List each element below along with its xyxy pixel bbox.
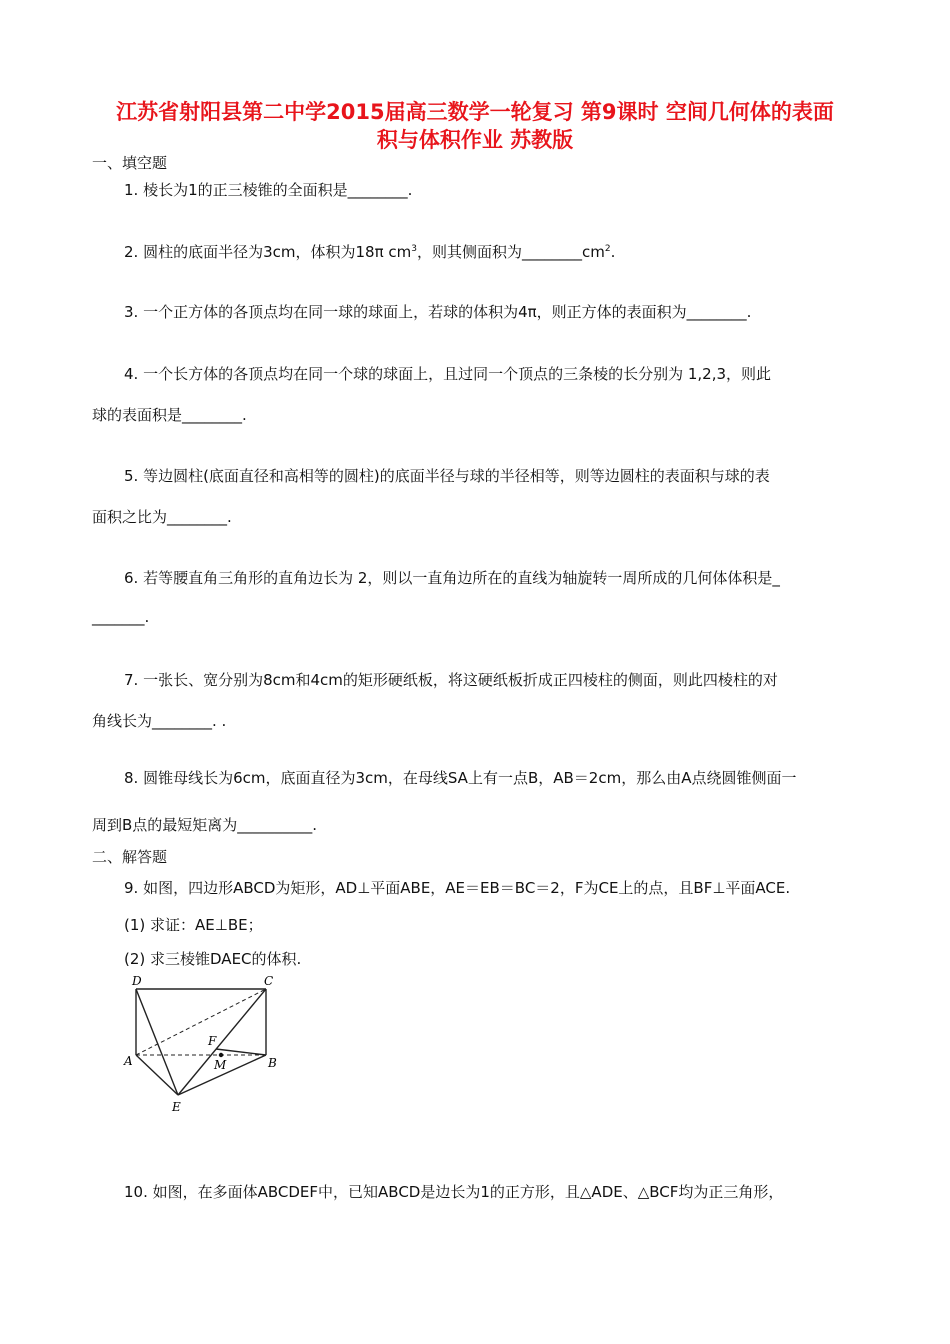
question-2-sup-2: 2 xyxy=(604,244,611,254)
label-F: F xyxy=(208,1034,217,1048)
label-B: B xyxy=(268,1056,277,1070)
question-9-part2: (2) 求三棱锥DAEC的体积. xyxy=(124,950,302,968)
question-2-text-b: ，则其侧面积为________cm xyxy=(416,243,605,261)
section-fill-in: 一、填空题 xyxy=(92,154,168,172)
question-7 xyxy=(92,670,867,690)
label-A: A xyxy=(124,1054,133,1068)
edge-AE xyxy=(136,1055,178,1095)
section-solve: 二、解答题 xyxy=(92,848,168,866)
question-1 xyxy=(92,180,867,200)
question-9-text: 9. 如图，四边形ABCD为矩形，AD⊥平面ABE，AE＝EB＝BC＝2，F为CE上的点，且BF⊥平面ACE. xyxy=(124,879,791,897)
question-6 xyxy=(92,568,867,588)
question-6-line1: 6. 若等腰直角三角形的直角边长为 2，则以一直角边所在的直线为轴旋转一周所成的几何体体积是_ xyxy=(124,569,780,587)
segment-FB xyxy=(216,1049,266,1055)
question-2-sup-3: 3 xyxy=(411,244,417,254)
geometry-figure xyxy=(118,975,288,1115)
question-6-line2: _______. xyxy=(92,608,150,626)
question-8-line2: 周到B点的最短矩离为__________. xyxy=(92,816,318,834)
question-4-line1: 4. 一个长方体的各顶点均在同一个球的球面上，且过同一个顶点的三条棱的长分别为 1,2,3，则此 xyxy=(124,365,772,383)
label-C: C xyxy=(264,975,274,988)
question-9 xyxy=(92,878,867,898)
question-5 xyxy=(92,466,867,486)
label-M: M xyxy=(214,1058,227,1072)
question-7-line2: 角线长为________. . xyxy=(92,712,227,730)
question-2-text-c: . xyxy=(610,243,616,261)
question-5-line1: 5. 等边圆柱(底面直径和高相等的圆柱)的底面半径与球的半径相等，则等边圆柱的表面积与球的表 xyxy=(124,467,770,485)
question-1-text: 1. 棱长为1的正三棱锥的全面积是________. xyxy=(124,181,413,199)
document-title-line1: 江苏省射阳县第二中学2015届高三数学一轮复习 第9课时 空间几何体的表面 xyxy=(116,100,834,124)
question-9-part1: (1) 求证：AE⊥BE； xyxy=(124,916,263,934)
question-3-text: 3. 一个正方体的各顶点均在同一球的球面上，若球的体积为4π，则正方体的表面积为________. xyxy=(124,303,752,321)
document-title-line2: 积与体积作业 苏教版 xyxy=(376,128,574,152)
edge-CE xyxy=(178,989,266,1095)
question-4-line2: 球的表面积是________. xyxy=(92,406,247,424)
question-8-line1: 8. 圆锥母线长为6cm，底面直径为3cm，在母线SA上有一点B，AB＝2cm，那么由A点绕圆锥侧面一 xyxy=(124,769,797,787)
label-D: D xyxy=(132,975,142,988)
label-E: E xyxy=(172,1100,181,1114)
diagonal-AC-hidden xyxy=(136,989,266,1055)
question-5-line2: 面积之比为________. xyxy=(92,508,232,526)
question-7-line1: 7. 一张长、宽分别为8cm和4cm的矩形硬纸板，将这硬纸板折成正四棱柱的侧面，则此四棱柱的对 xyxy=(124,671,778,689)
edge-DE xyxy=(136,989,178,1095)
question-4 xyxy=(92,364,867,384)
question-2-text-a: 2. 圆柱的底面半径为3cm，体积为18π cm xyxy=(124,243,412,261)
point-M xyxy=(219,1053,223,1057)
question-3 xyxy=(92,302,867,322)
question-10-text: 10. 如图，在多面体ABCDEF中，已知ABCD是边长为1的正方形，且△ADE、△BCF均为正三角形， xyxy=(124,1183,784,1201)
question-8 xyxy=(92,768,867,788)
question-2 xyxy=(92,242,867,262)
question-10 xyxy=(92,1182,867,1202)
